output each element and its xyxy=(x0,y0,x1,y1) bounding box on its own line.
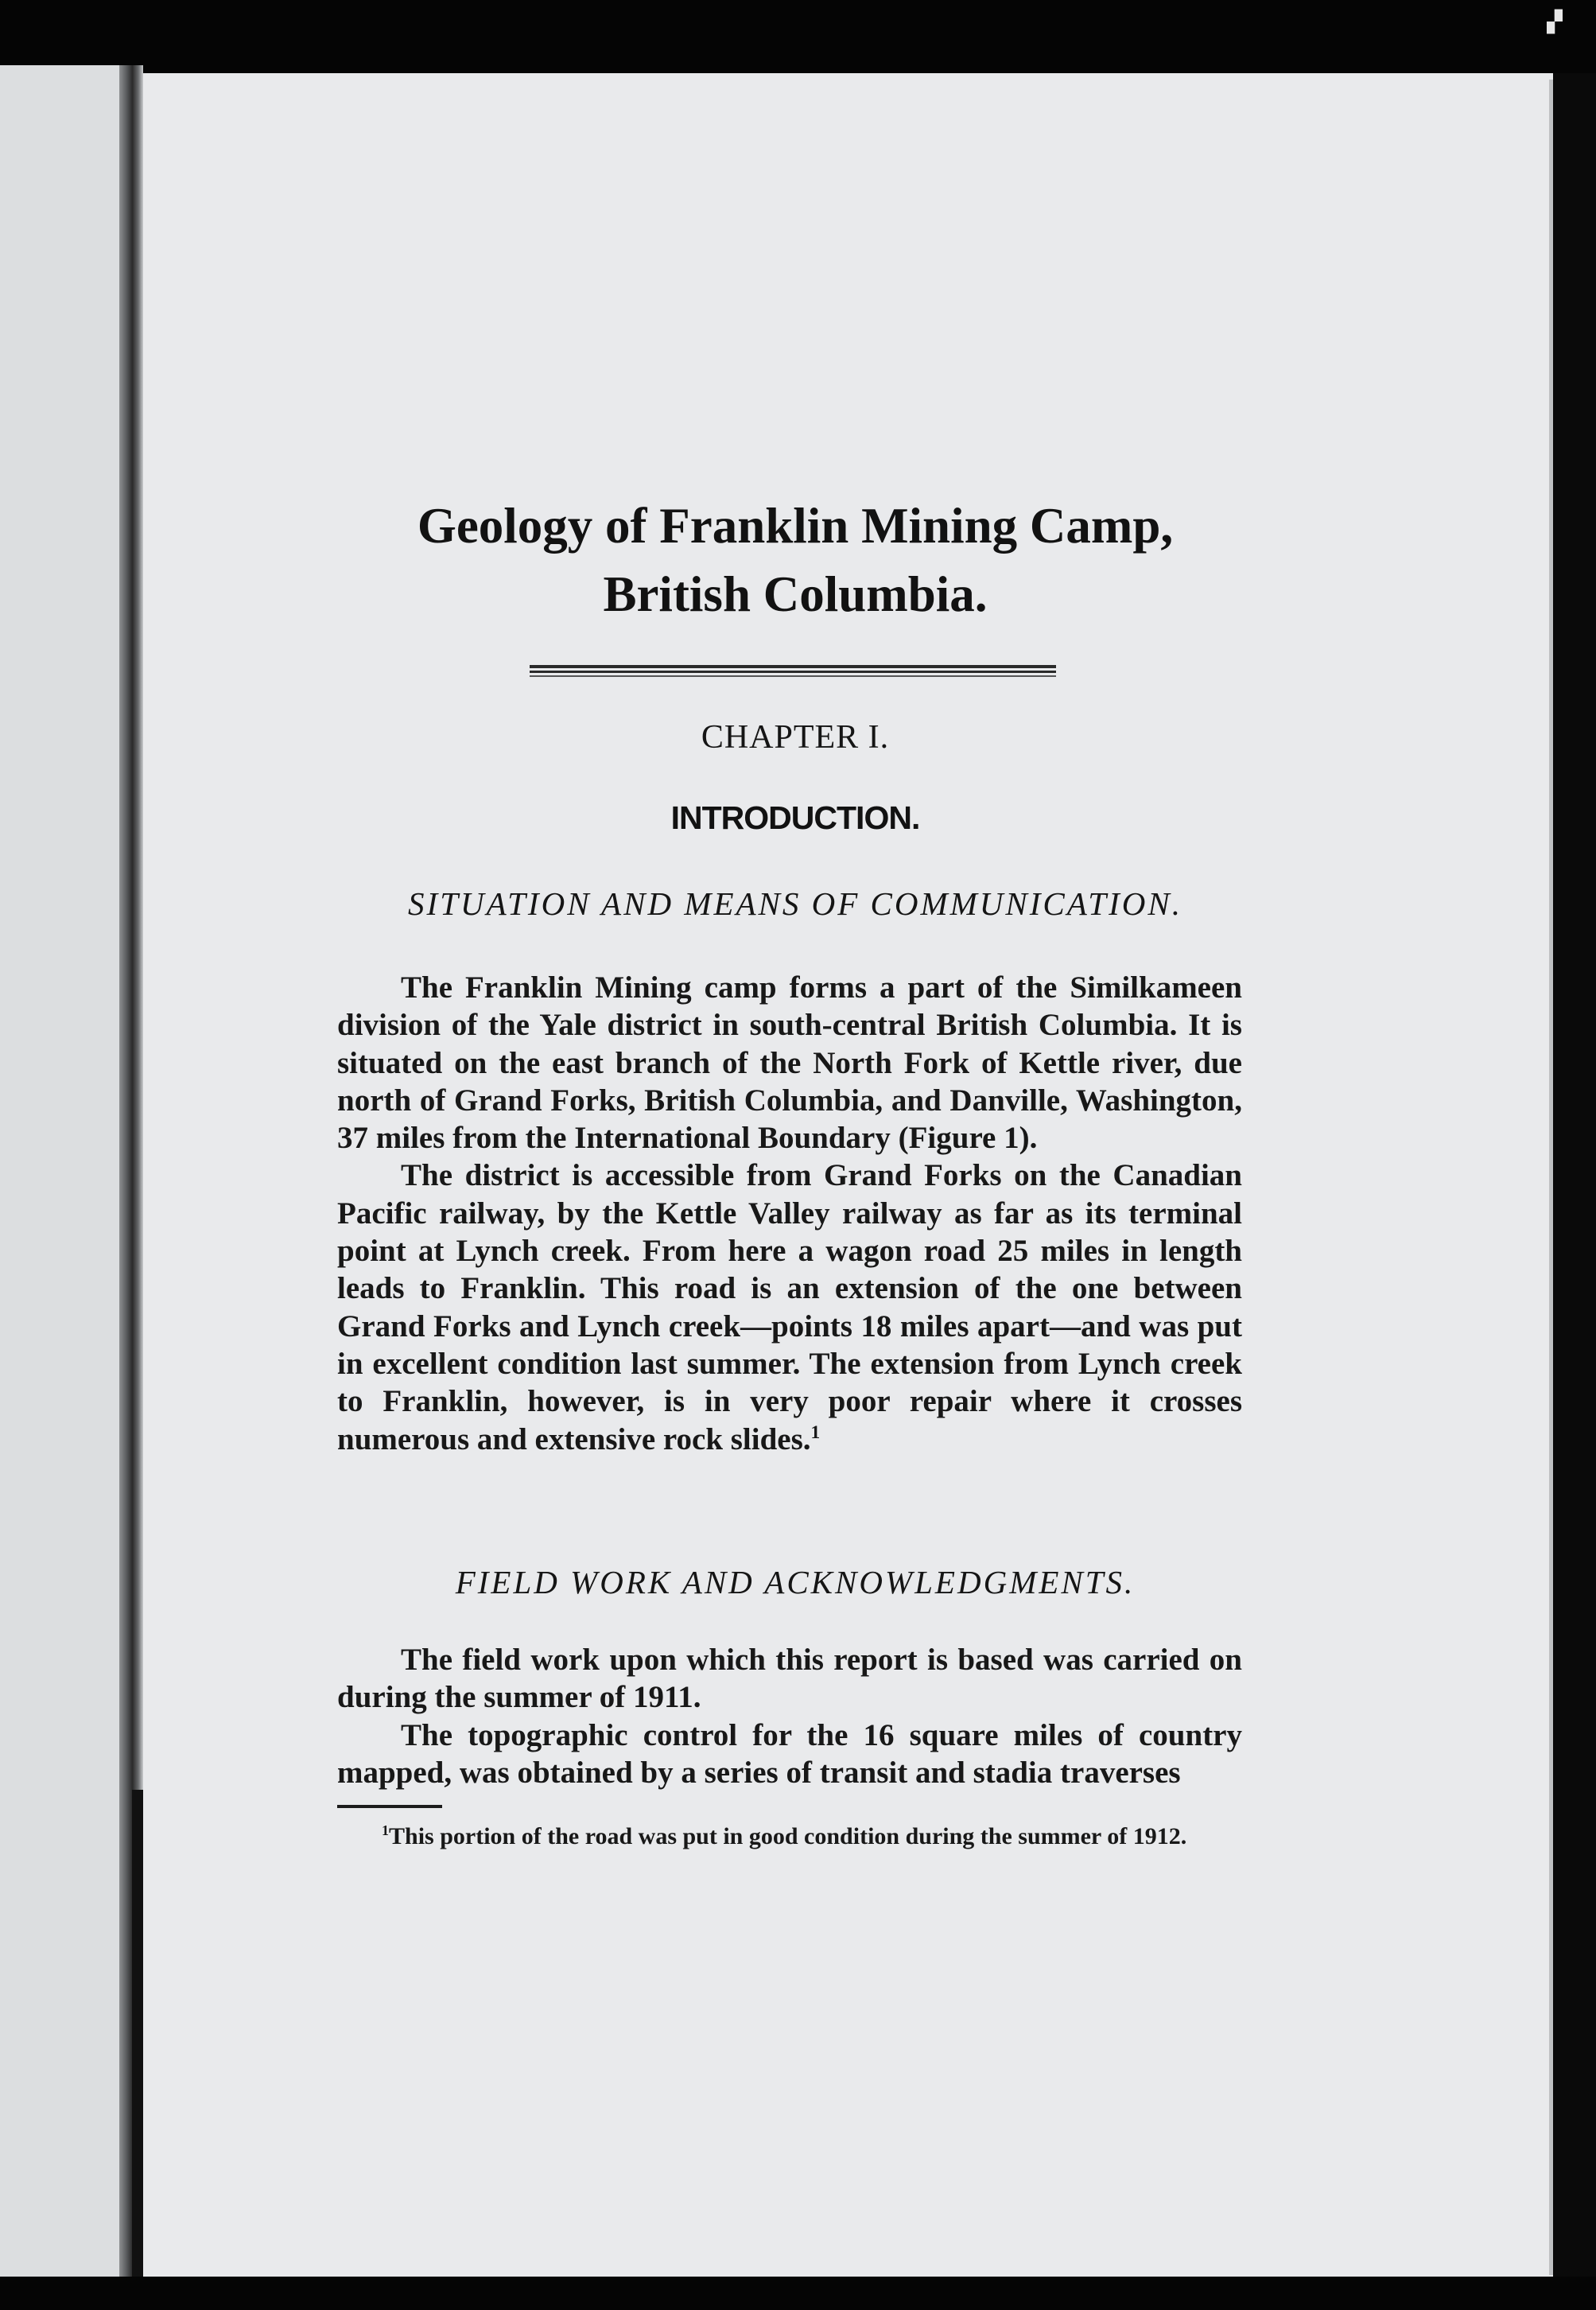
title-rule xyxy=(530,675,1056,677)
paragraph xyxy=(337,969,1242,1157)
paragraph-text: The district is accessible from Grand Forks on the Canadian Pacific railway, by the Kettle Valley railway as far as its terminal point at Lynch creek. From here a wagon road 25 miles in length leads to Franklin. This road is an extension of the one between Grand Forks and Lynch creek—points 18 miles apart—and was put in excellent condition last summer. The extension from Lynch creek to Franklin, however, is in very poor repair where it crosses numerous and extensive rock slides. xyxy=(337,1158,1242,1456)
footnote-marker: 1 xyxy=(382,1822,389,1838)
title-rule xyxy=(530,671,1056,673)
section-body-field-work xyxy=(337,1641,1242,1791)
footnote-reference: 1 xyxy=(810,1421,821,1443)
scan-border-top xyxy=(0,0,1596,73)
title-line-1: Geology of Franklin Mining Camp, xyxy=(417,498,1174,554)
footnote-rule xyxy=(337,1805,442,1808)
section-heading-situation: SITUATION AND MEANS OF COMMUNICATION. xyxy=(408,885,1182,922)
chapter-heading: CHAPTER I. xyxy=(701,719,890,756)
scan-border-bottom xyxy=(0,2277,1596,2310)
footnote-text: This portion of the road was put in good condition during the summer of 1912. xyxy=(389,1823,1187,1849)
paragraph-text: The topographic control for the 16 square miles of country mapped, was obtained by a series of transit and stadia traverses xyxy=(337,1717,1242,1790)
footnote xyxy=(337,1822,1242,1852)
introduction-heading: INTRODUCTION. xyxy=(670,799,920,836)
paragraph-text: The Franklin Mining camp forms a part of the Similkameen division of the Yale district in south-central British Columbia. It is situated on the east branch of the North Fork of Kettle river, due north of Grand Forks, British Columbia, and Danville, Washington, 37 miles from the International Boundary (Figure 1). xyxy=(337,970,1242,1156)
paragraph-text: The field work upon which this report is based was carried on during the summer of 1911. xyxy=(337,1643,1242,1715)
facing-page-edge xyxy=(0,65,129,2285)
section-heading-field-work: FIELD WORK AND ACKNOWLEDGMENTS. xyxy=(455,1564,1136,1600)
paragraph xyxy=(337,1157,1242,1457)
scan-border-right xyxy=(1553,73,1596,2277)
title-line-2: British Columbia. xyxy=(603,566,988,622)
section-body-situation xyxy=(337,969,1242,1458)
corner-scan-mark: ▗▘ xyxy=(1539,10,1571,34)
document-title xyxy=(302,492,1288,628)
paragraph xyxy=(337,1717,1242,1792)
paragraph xyxy=(337,1641,1242,1717)
title-rule xyxy=(530,665,1056,668)
